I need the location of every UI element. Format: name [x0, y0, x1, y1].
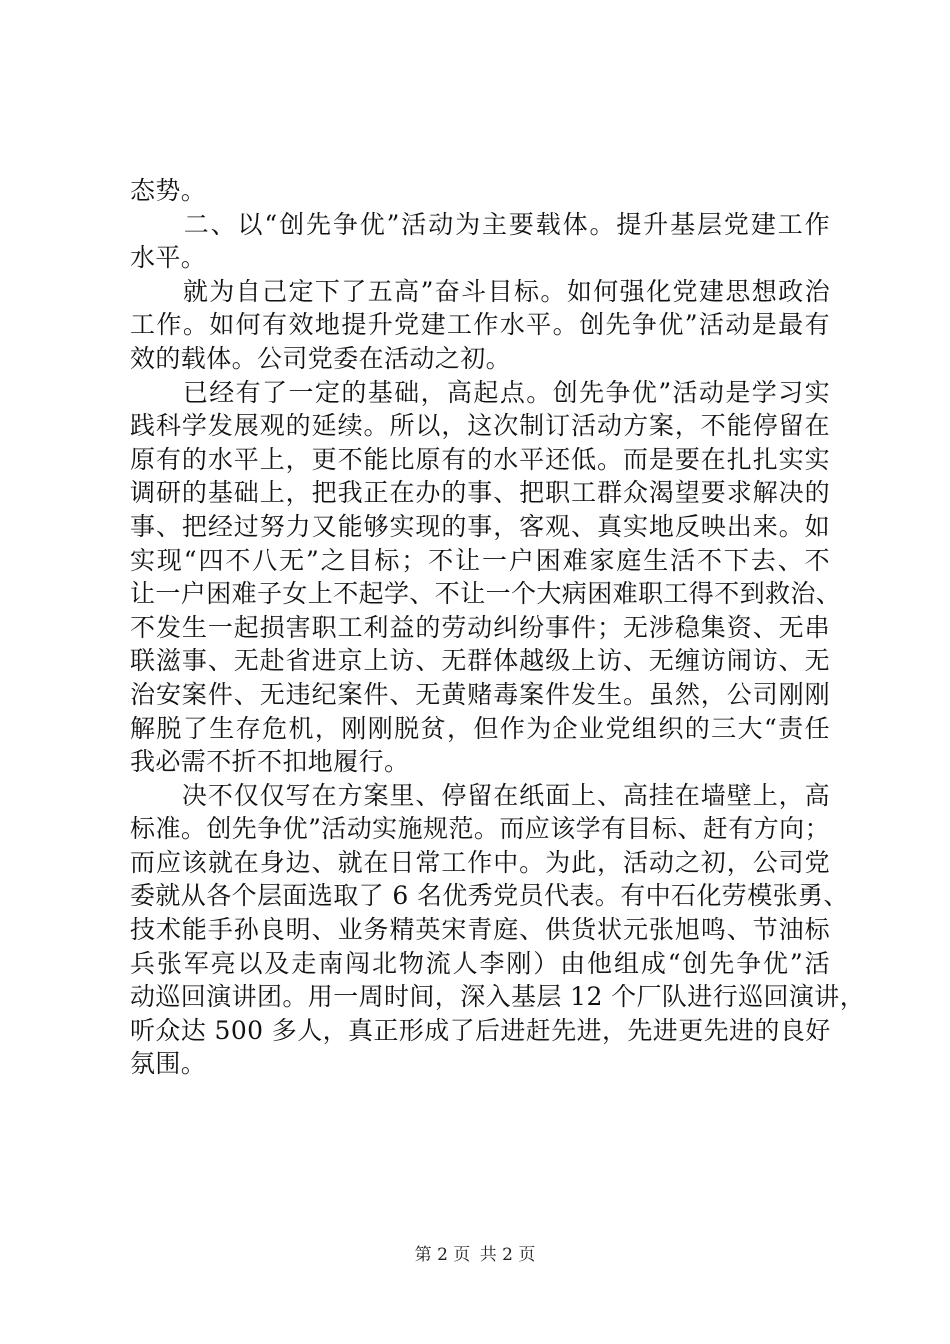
text-line: 我必需不折不扣地履行。: [130, 747, 410, 777]
text-line: 践科学发展观的延续。所以，这次制订活动方案，不能停留在: [130, 411, 830, 441]
text-line: 氛围。: [130, 1049, 207, 1079]
page-total: 共 2 页: [479, 1245, 536, 1265]
text-line: 二、以“创先争优”活动为主要载体。提升基层党建工作: [130, 209, 830, 239]
text-line: 态势。: [130, 176, 207, 205]
text-line: 听众达 500 多人，真正形成了后进赶先进，先进更先进的良好: [130, 1015, 831, 1045]
text-line: 工作。如何有效地提升党建工作水平。创先争优”活动是最有: [130, 310, 830, 340]
text-line: 原有的水平上，更不能比原有的水平还低。而是要在扎扎实实: [130, 444, 830, 474]
text-line: 不发生一起损害职工利益的劳动纠纷事件；无涉稳集资、无串: [130, 612, 830, 642]
text-line: 动巡回演讲团。用一周时间，深入基层 12 个厂队进行巡回演讲，: [130, 982, 866, 1012]
text-line: 技术能手孙良明、业务精英宋青庭、供货状元张旭鸣、节油标: [130, 915, 830, 945]
text-line: 已经有了一定的基础，高起点。创先争优”活动是学习实: [130, 377, 830, 407]
text-line: 联滋事、无赴省进京上访、无群体越级上访、无缠访闹访、无: [130, 646, 830, 676]
text-line: 事、把经过努力又能够实现的事，客观、真实地反映出来。如: [130, 511, 830, 541]
text-line: 兵张军亮以及走南闯北物流人李刚）由他组成“创先争优”活: [130, 948, 830, 978]
text-line: 水平。: [130, 243, 207, 273]
text-line: 调研的基础上，把我正在办的事、把职工群众渴望要求解决的: [130, 478, 830, 508]
text-line: 效的载体。公司党委在活动之初。: [130, 343, 512, 373]
text-line: 让一户困难子女上不起学、不让一个大病困难职工得不到救治、: [130, 579, 842, 609]
text-line: 解脱了生存危机，刚刚脱贫，但作为企业党组织的三大“责任: [130, 713, 830, 743]
text-line: 决不仅仅写在方案里、停留在纸面上、高挂在墙壁上，高: [130, 780, 830, 810]
text-line: 标准。创先争优”活动实施规范。而应该学有目标、赶有方向；: [130, 814, 830, 844]
page-number: 第 2 页: [414, 1245, 471, 1265]
text-line: 而应该就在身边、就在日常工作中。为此，活动之初，公司党: [130, 847, 830, 877]
text-line: 治安案件、无违纪案件、无黄赌毒案件发生。虽然，公司刚刚: [130, 679, 830, 709]
page-footer: [0, 1240, 950, 1265]
text-line: 就为自己定下了五高”奋斗目标。如何强化党建思想政治: [130, 276, 830, 306]
text-line: 委就从各个层面选取了 6 名优秀党员代表。有中石化劳模张勇、: [130, 881, 849, 911]
text-line: 实现“四不八无”之目标；不让一户困难家庭生活不下去、不: [130, 545, 830, 575]
document-body: [130, 174, 866, 1081]
